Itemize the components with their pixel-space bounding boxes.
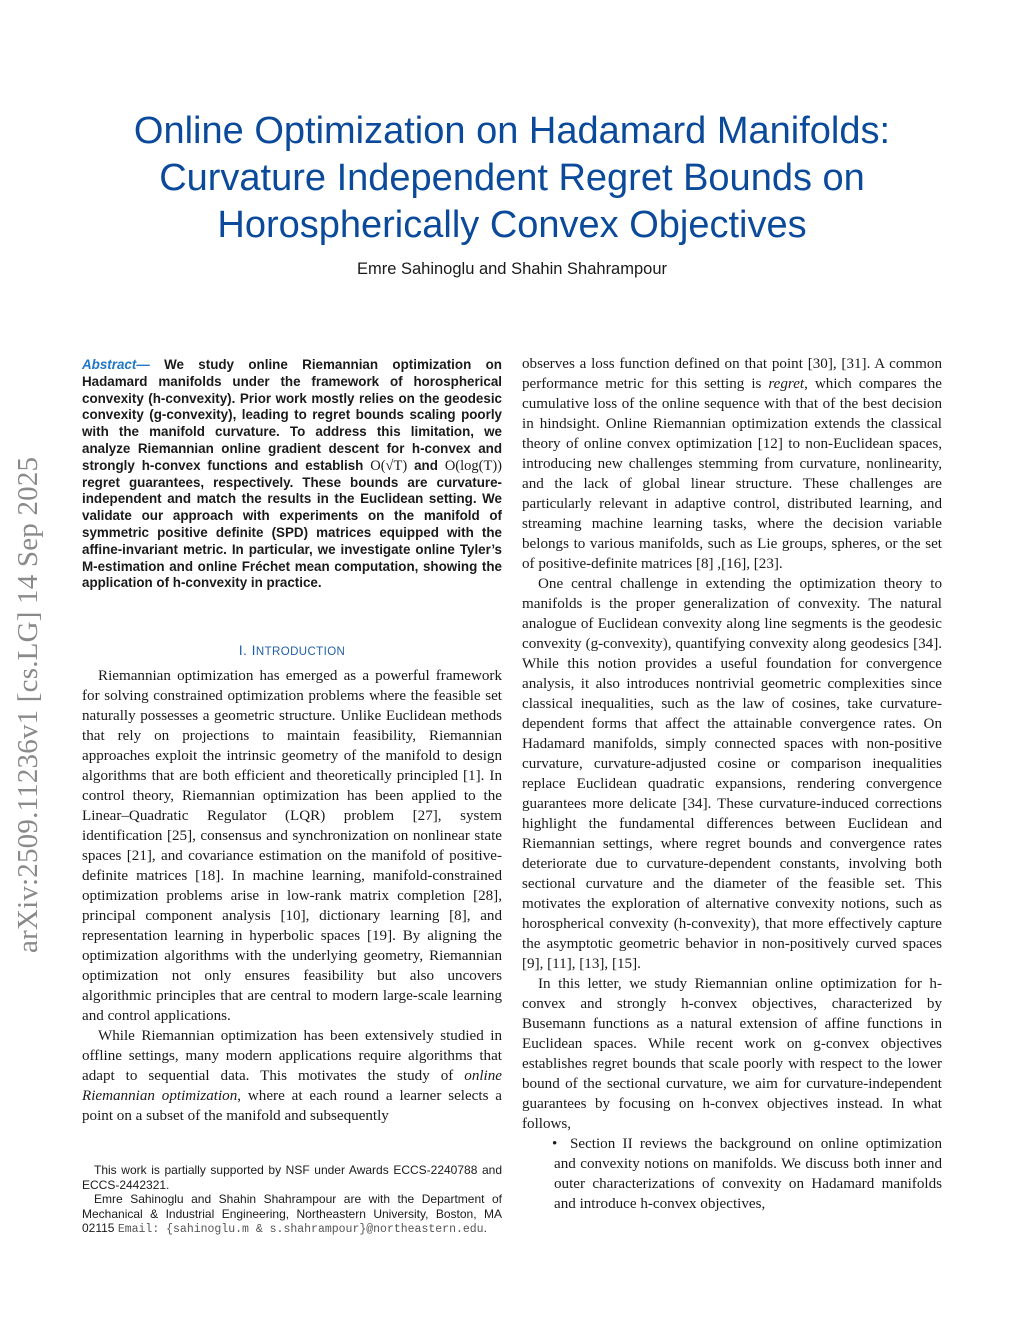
abstract-text-2: regret guarantees, respectively. These bounds are curvature-independent and match the results in the Euclidean setting. We validate our approach with experiments on the manifold of symmetric positive definite (SPD) matrices equipped with the affine-invariant metric. In particular, we investigate online Tyler’s M-estimation and online Fréchet mean computation, showing the application of h-convexity in practice.	[82, 474, 502, 591]
regret-bound-2: O(log(T))	[444, 457, 502, 474]
title-line-1: Online Optimization on Hadamard Manifolds:	[133, 110, 891, 152]
intro-paragraph-2	[82, 1026, 502, 1126]
section-heading-introduction	[82, 642, 502, 658]
paper-title	[0, 108, 1024, 249]
footnote-affiliation-text: Emre Sahinoglu and Shahin Shahrampour are with the Department of Mechanical & Industrial Engineering, Northeastern University, Boston, MA 02115	[82, 1192, 502, 1236]
abstract-and: and	[407, 457, 445, 473]
bullet-icon: •	[552, 1136, 558, 1152]
abstract	[82, 357, 502, 592]
right-column	[522, 354, 942, 1214]
right-p1-a: observes a loss function defined on that point [30], [31]. A common performance metric for this setting is	[522, 356, 942, 392]
section-initial: I	[251, 642, 256, 658]
title-line-2: Curvature Independent Regret Bounds on	[159, 157, 865, 199]
arxiv-sidebar	[12, 456, 52, 993]
intro-p2-b: , where at each round a learner selects a point on a subset of the manifold and subsequently	[82, 1088, 502, 1124]
authors: Emre Sahinoglu and Shahin Shahrampour	[356, 260, 668, 278]
intro-p2-emphasis: online Riemannian optimization	[82, 1068, 502, 1104]
intro-paragraph-1: Riemannian optimization has emerged as a powerful framework for solving constrained optimization problems where the feasible set naturally possesses a geometric structure. Unlike Euclidean methods that rely on projections to maintain feasibility, Riemannian approaches exploit the intrinsic geometry of the manifold to design algorithms that are both efficient and theoretically principled [1]. In control theory, Riemannian optimization has been applied to the Linear–Quadratic Regulator (LQR) problem [27], system identification [25], consensus and synchronization on nonlinear state spaces [21], and covariance estimation on the manifold of positive-definite matrices [18]. In machine learning, manifold-constrained optimization problems arise in low-rank matrix completion [28], principal component analysis [10], dictionary learning [8], and representation learning in hyperbolic spaces [19]. By aligning the optimization algorithms with the underlying geometry, Riemannian optimization not only ensures feasibility but also uncovers algorithmic principles that are central to modern large-scale learning and control applications.	[82, 668, 502, 1024]
list-item	[522, 1134, 942, 1214]
left-column	[82, 666, 502, 1126]
abstract-text-1: We study online Riemannian optimization on Hadamard manifolds under the framework of horospherical convexity (h-convexity). Prior work mostly relies on the geodesic convexity (g-convexity), leading to regret bounds scaling poorly with the manifold curvature. To address this limitation, we analyze Riemannian online gradient descent for h-convex and strongly h-convex functions and establish	[82, 357, 502, 473]
footnote	[82, 1163, 502, 1238]
right-p1-b: , which compares the cumulative loss of the online sequence with that of the best decision in hindsight. Online Riemannian optimization extends the classical theory of online convex optimization [12] to non-Euclidean spaces, introducing new challenges stemming from curvature, nonlinearity, and the lack of global linear structure. These challenges are particularly relevant in adaptive control, distributed learning, and streaming machine learning tasks, where the decision variable belongs to various manifolds, such as Lie groups, spheres, or the set of positive-definite matrices [8] ,[16], [23].	[522, 376, 942, 572]
right-paragraph-3: In this letter, we study Riemannian online optimization for h-convex and strongly h-convex objectives, characterized by Busemann functions as a natural extension of affine functions in Euclidean spaces. While recent work on g-convex objectives establishes regret bounds that scale poorly with respect to the lower bound of the sectional curvature, we aim for curvature-independent guarantees by focusing on h-convex objectives instead. In what follows,	[522, 976, 942, 1132]
right-paragraph-1	[522, 354, 942, 574]
section-number: I.	[238, 642, 252, 658]
footnote-end: .	[483, 1221, 487, 1236]
arxiv-identifier: arXiv:2509.11236v1 [cs.LG] 14 Sep 2025	[12, 456, 44, 953]
footnote-affiliation	[82, 1192, 502, 1238]
right-p1-emphasis: regret	[768, 376, 805, 392]
section-title-rest: NTRODUCTION	[255, 646, 346, 658]
regret-bound-1: O(√T)	[370, 457, 408, 474]
footnote-funding: This work is partially supported by NSF under Awards ECCS-2240788 and ECCS-2442321.	[82, 1163, 502, 1192]
list-item-text: Section II reviews the background on online optimization and convexity notions on manifolds. We discuss both inner and outer characterizations of convexity on Hadamard manifolds and introduce h-convex objectives,	[554, 1136, 942, 1212]
intro-p2-a: While Riemannian optimization has been extensively studied in offline settings, many modern applications require algorithms that adapt to sequential data. This motivates the study of	[82, 1028, 502, 1084]
footnote-email: Email: {sahinoglu.m & s.shahrampour}@northeastern.edu	[117, 1223, 484, 1237]
right-paragraph-2: One central challenge in extending the optimization theory to manifolds is the proper generalization of convexity. The natural analogue of Euclidean convexity along line segments is the geodesic convexity (g-convexity), quantifying convexity along geodesics [34]. While this notion provides a useful foundation for convergence analysis, it also introduces nontrivial geometric complexities since classical inequalities, such as the law of cosines, take curvature-dependent forms that affect the attainable convergence rates. On Hadamard manifolds, simply connected spaces with non-positive curvature, curvature-adjusted cosine or comparison inequalities replace Euclidean quadratic expansions, rendering convergence guarantees more delicate [34]. These curvature-induced corrections highlight the fundamental differences between Euclidean and Riemannian settings, where regret bounds and convergence rates deteriorate due to curvature-dependent constants, involving both sectional curvature and the diameter of the feasible set. This motivates the exploration of alternative convexity notions, such as horospherical convexity (h-convexity), that more effectively capture the asymptotic geometric behavior in non-positively curved spaces [9], [11], [13], [15].	[522, 576, 942, 972]
abstract-label: Abstract—	[82, 357, 150, 372]
title-line-3: Horospherically Convex Objectives	[217, 204, 807, 246]
